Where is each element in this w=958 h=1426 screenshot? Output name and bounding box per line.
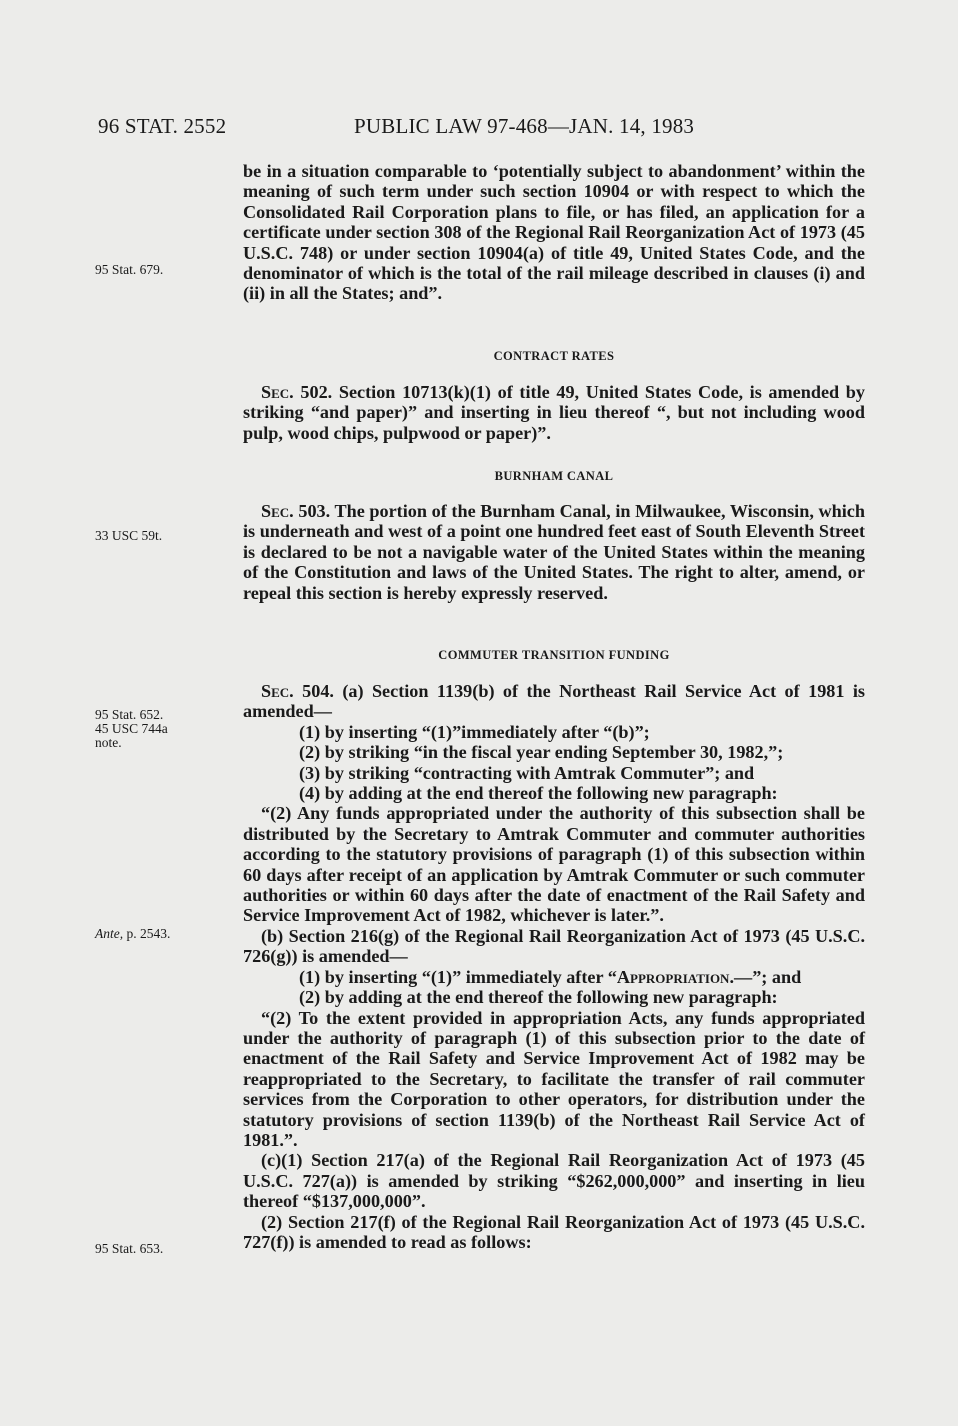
page-number-header: 96 STAT. 2552: [98, 114, 227, 138]
clause-a4: (4) by adding at the end thereof the following new paragraph:: [299, 783, 778, 804]
public-law-header: PUBLIC LAW 97-468—JAN. 14, 1983: [354, 114, 695, 138]
margin-note-ante-rest: p. 2543.: [123, 926, 171, 941]
section-502: [243, 382, 865, 443]
clause-c1: (c)(1) Section 217(a) of the Regional Rail Reorganization Act of 1973 (45 U.S.C. 727(a)) is amended by striking “$262,000,000” and inserting in lieu thereof “$137,000,000”.: [243, 1150, 865, 1212]
section-504-a-body: 504. (a) Section 1139(b) of the Northeast Rail Service Act of 1981 is amended—: [243, 681, 865, 722]
clause-c2: (2) Section 217(f) of the Regional Rail Reorganization Act of 1973 (45 U.S.C. 727(f)) is amended to read as follows:: [243, 1211, 865, 1252]
section-504-a-intro: [243, 681, 865, 722]
clause-b1-post: .—”; and: [729, 966, 802, 987]
clause-b-quote: “(2) To the extent provided in appropriation Acts, any funds appropriated under the authority of paragraph (1) of this subsection prior to the date of enactment of the Rail Safety and Service Improvement Act of 1982 may be reappropriated to the Secretary, to facilitate the transfer of rail commuter services from the Corporation to other operators, for distribution under the statutory provisions of section 1139(b) of the Northeast Rail Service Act of 1981.”.: [243, 1007, 865, 1150]
burnham-canal-heading: BURNHAM CANAL: [494, 469, 614, 483]
section-503-body: 503. The portion of the Burnham Canal, in Milwaukee, Wisconsin, which is underneath and west of a point one hundred feet east of South Eleventh Street is declared to be not a navigable water of the United States within the meaning of the Constitution and laws of the United States. The right to alter, amend, or repeal this section is hereby expressly reserved.: [243, 501, 865, 603]
clause-a2: (2) by striking “in the fiscal year ending September 30, 1982,”;: [299, 742, 784, 763]
clause-b1-pre: (1) by inserting “(1)” immediately after “: [299, 966, 617, 987]
clause-a1: (1) by inserting “(1)”immediately after “(b)”;: [299, 721, 650, 742]
margin-note-33-usc: 33 USC 59t.: [95, 528, 163, 543]
section-504: [243, 681, 865, 1252]
commuter-transition-heading: COMMUTER TRANSITION FUNDING: [438, 648, 670, 662]
clause-b1: [243, 967, 865, 987]
contract-rates-heading: CONTRACT RATES: [493, 349, 615, 363]
margin-note-95-stat-653: 95 Stat. 653.: [95, 1241, 164, 1256]
margin-note-line: note.: [95, 735, 122, 750]
section-label: Sec.: [261, 681, 294, 701]
margin-note-line: 95 Stat. 652.: [95, 707, 164, 722]
section-label: Sec.: [261, 501, 294, 521]
margin-note-95-stat-652: [95, 708, 168, 750]
section-503: [243, 501, 865, 603]
clause-b1-smallcaps: Appropriation: [616, 966, 730, 987]
clause-a-quote: “(2) Any funds appropriated under the authority of this subsection shall be distributed by the Secretary to Amtrak Commuter and commuter authorities according to the statutory provisions of paragraph (1) of this subsection within 60 days after receipt of an application by Amtrak Commuter or such commuter authorities or within 60 days after the date of enactment of the Rail Safety and Service Improvement Act of 1982, whichever is later.”.: [243, 803, 865, 926]
clause-b-intro: (b) Section 216(g) of the Regional Rail Reorganization Act of 1973 (45 U.S.C. 726(g)) is amended—: [243, 925, 865, 967]
opening-text: be in a situation comparable to ‘potentially subject to abandonment’ within the meaning of such term under such section 10904 or with respect to which the Consolidated Rail Corporation plans to file, or has filed, an application for a certificate under section 308 of the Regional Rail Reorganization Act of 1973 (45 U.S.C. 748) or under section 10904(a) of title 49, United States Code, and the denominator of which is the total of the rail mileage described in clauses (i) and (ii) in all the States; and”.: [243, 161, 865, 304]
margin-note-ante: [95, 927, 170, 941]
section-502-body: 502. Section 10713(k)(1) of title 49, United States Code, is amended by striking “and paper)” and inserting in lieu thereof “, but not including wood pulp, wood chips, pulpwood or paper)”.: [243, 382, 865, 443]
clause-b2: (2) by adding at the end thereof the following new paragraph:: [299, 987, 778, 1008]
margin-note-ante-italic: Ante,: [95, 926, 124, 941]
section-503-text: [243, 501, 865, 603]
opening-paragraph: [243, 161, 865, 304]
margin-note-95-stat-679: 95 Stat. 679.: [95, 262, 164, 277]
margin-note-line: 45 USC 744a: [95, 721, 168, 736]
clause-a3: (3) by striking “contracting with Amtrak Commuter”; and: [299, 762, 755, 783]
section-502-text: [243, 382, 865, 443]
section-label: Sec.: [261, 382, 294, 402]
